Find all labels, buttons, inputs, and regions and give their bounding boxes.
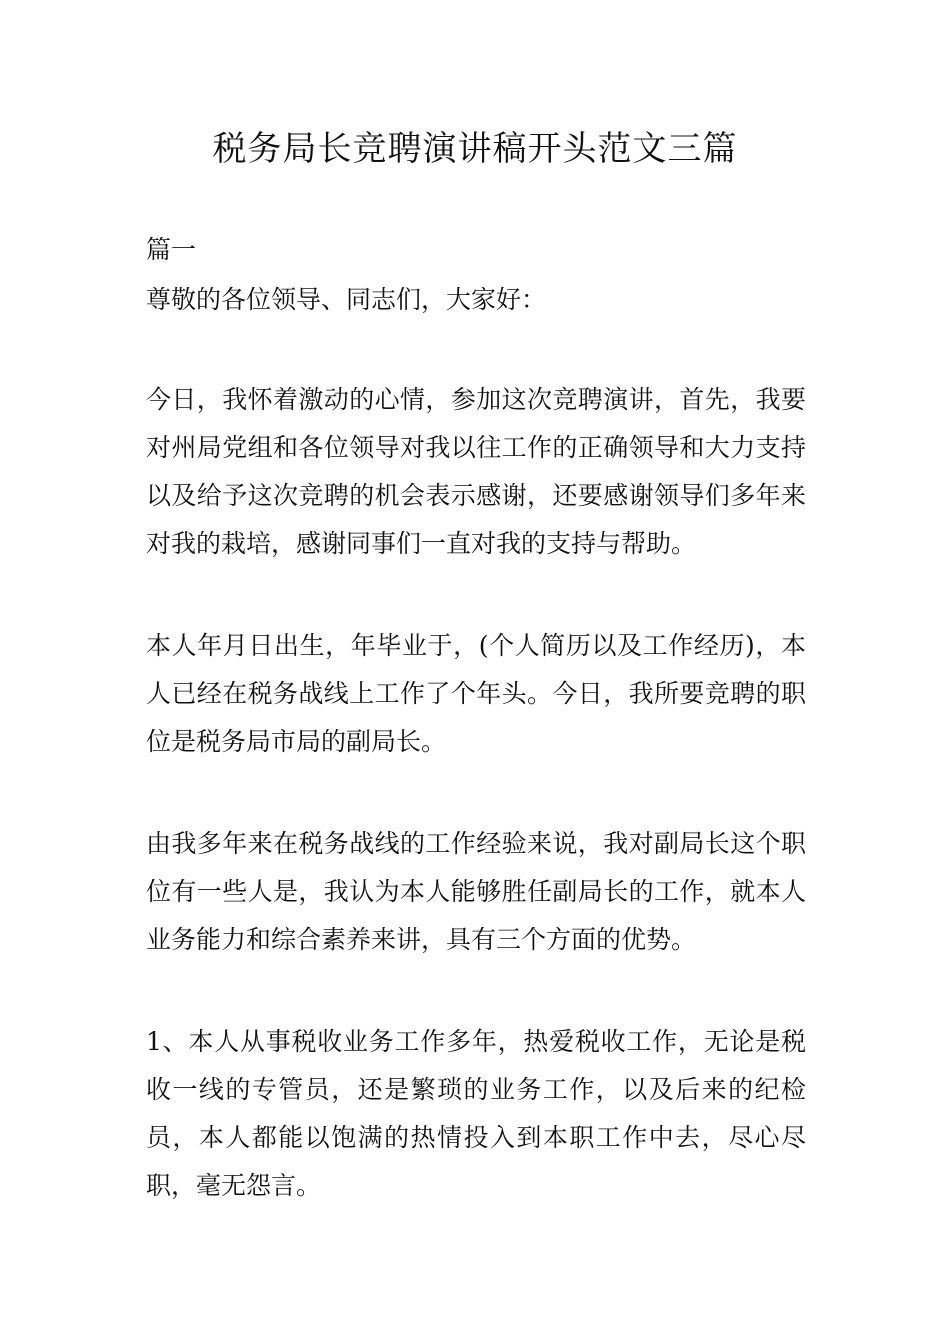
document-title: 税务局长竞聘演讲稿开头范文三篇 <box>212 129 738 169</box>
paragraph: 今日，我怀着激动的心情，参加这次竞聘演讲，首先，我要对州局党组和各位领导对我以往工作的正确领导和大力支持以及给予这次竞聘的机会表示感谢，还要感谢领导们多年来对我的栽培，感谢同事们一直对我的支持与帮助。 <box>146 385 806 558</box>
paragraph: 1、本人从事税收业务工作多年，热爱税收工作，无论是税收一线的专管员，还是繁琐的业务工作，以及后来的纪检员，本人都能以饱满的热情投入到本职工作中去，尽心尽职，毫无怨言。 <box>146 1027 806 1200</box>
paragraph: 本人年月日出生，年毕业于，(个人简历以及工作经历)，本人已经在税务战线上工作了个年头。今日，我所要竞聘的职位是税务局市局的副局长。 <box>146 631 806 756</box>
section-label: 篇一 <box>146 235 197 264</box>
paragraph: 由我多年来在税务战线的工作经验来说，我对副局长这个职位有一些人是，我认为本人能够胜任副局长的工作，就本人业务能力和综合素养来讲，具有三个方面的优势。 <box>146 829 806 954</box>
greeting-line: 尊敬的各位领导、同志们，大家好： <box>146 285 547 314</box>
